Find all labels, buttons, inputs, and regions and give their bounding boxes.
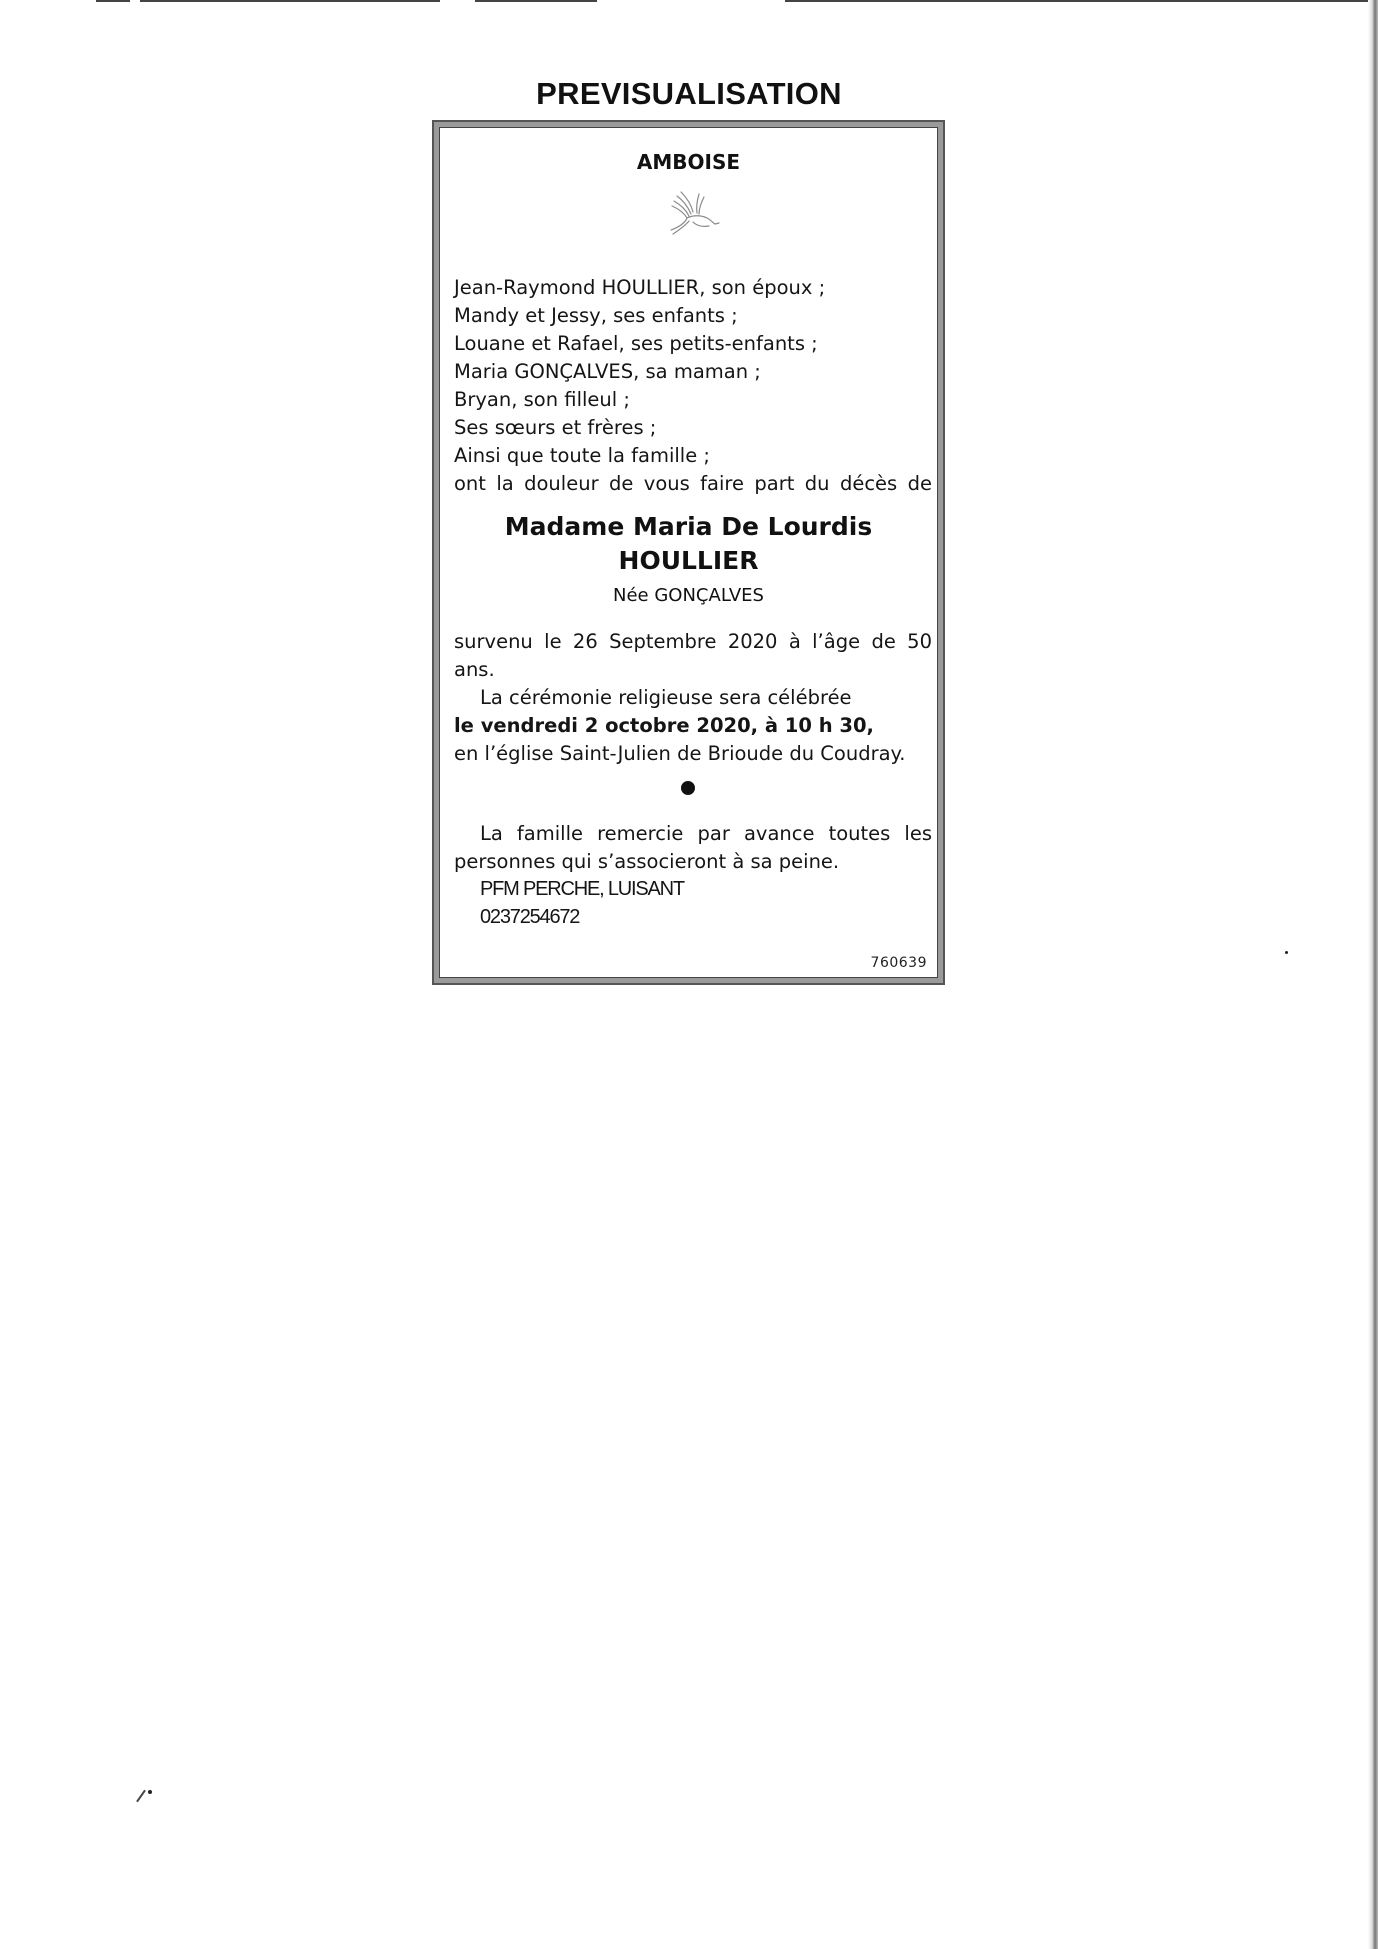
funeral-home: [480, 875, 684, 931]
relative-line: Ses sœurs et frères ;: [454, 416, 657, 439]
relative-line: Maria GONÇALVES, sa maman ;: [454, 360, 761, 383]
scan-top-edge: [0, 0, 1378, 3]
notice-city: AMBOISE: [636, 150, 741, 174]
relative-line: Mandy et Jessy, ses enfants ;: [454, 304, 738, 327]
announcement-line: ont la douleur de vous faire part du décès de: [454, 472, 932, 495]
deceased-name: Madame Maria De Lourdis: [504, 512, 873, 541]
relative-line: Louane et Rafael, ses petits-enfants ;: [454, 332, 818, 355]
notice-reference: 760639: [870, 955, 927, 971]
notice-frame: [439, 127, 938, 978]
relative-line: Ainsi que toute la famille ;: [454, 444, 710, 467]
scan-speck: [148, 1790, 152, 1794]
scan-mark: [136, 1790, 146, 1803]
funeral-home-phone: 0237254672: [480, 906, 580, 928]
deceased-surname: HOULLIER: [618, 546, 759, 575]
thanks-line: La famille remercie par avance toutes les personnes qui s’associeront à sa peine.: [454, 822, 932, 873]
relative-line: Jean-Raymond HOULLIER, son époux ;: [454, 276, 826, 299]
page-title: PREVISUALISATION: [536, 76, 842, 111]
bullet-icon: [681, 781, 695, 795]
ceremony-date: le vendredi 2 octobre 2020, à 10 h 30,: [454, 714, 874, 737]
deceased-block: [440, 510, 937, 610]
ceremony-details: [454, 628, 932, 768]
scan-right-edge: [1368, 0, 1378, 1949]
funeral-home-name: PFM PERCHE, LUISANT: [480, 878, 684, 900]
thanks-text: [454, 820, 932, 876]
ceremony-place: en l’église Saint-Julien de Brioude du Coudray.: [454, 742, 906, 765]
relatives-list: [454, 274, 932, 498]
death-date: survenu le 26 Septembre 2020 à l’âge de 50 ans.: [454, 630, 932, 681]
dove-icon: [663, 188, 721, 240]
maiden-name: Née GONÇALVES: [613, 585, 764, 606]
relative-line: Bryan, son filleul ;: [454, 388, 630, 411]
obituary-notice: [432, 120, 945, 985]
ceremony-intro: La cérémonie religieuse sera célébrée: [480, 686, 852, 709]
scan-speck: [1285, 951, 1288, 954]
